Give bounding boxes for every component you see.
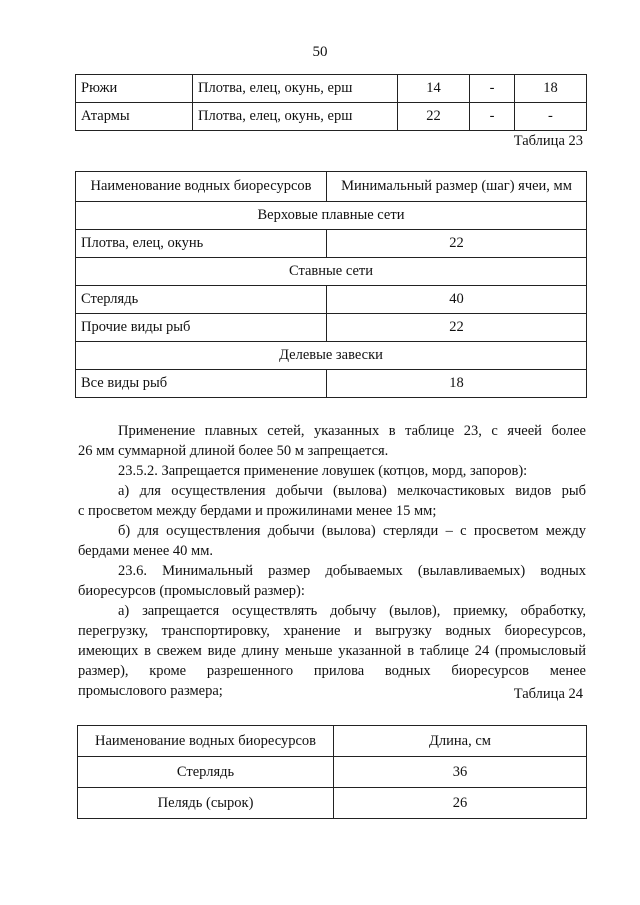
table-cell: Атармы: [76, 103, 193, 131]
section-title: Ставные сети: [76, 258, 587, 286]
table-row: [78, 788, 587, 819]
table-row: [76, 230, 587, 258]
table-cell: -: [514, 103, 586, 131]
table-cell: 36: [334, 757, 587, 788]
paragraph-line: а) запрещается осуществлять добычу (вылов), приемку, обработку,: [118, 603, 586, 619]
table-cell: 18: [327, 370, 587, 398]
table-row: [78, 757, 587, 788]
paragraph-line: имеющих в свежем виде длину меньше указанной в таблице 24 (промысловый: [78, 643, 586, 659]
header-cell: Наименование водных биоресурсов: [78, 726, 334, 757]
table-row: [76, 286, 587, 314]
paragraph-line: 23.6. Минимальный размер добываемых (вылавливаемых) водных: [118, 563, 586, 579]
paragraph-line: промыслового размера;: [78, 683, 223, 699]
table-cell: Плотва, елец, окунь, ерш: [193, 75, 398, 103]
table-cell: Плотва, елец, окунь: [76, 230, 327, 258]
header-cell: Длина, см: [334, 726, 587, 757]
table-cell: Стерлядь: [78, 757, 334, 788]
table-cell: 26: [334, 788, 587, 819]
table-cell: Стерлядь: [76, 286, 327, 314]
table-header-row: [78, 726, 587, 757]
body-text: [78, 421, 586, 701]
table-cell: 14: [398, 75, 470, 103]
table-24-caption: Таблица 24: [513, 686, 583, 702]
paragraph-line: бердами менее 40 мм.: [78, 543, 214, 559]
paragraph-line: перегрузку, транспортировку, хранение и выгрузку водных биоресурсов,: [78, 623, 586, 639]
table-23: [75, 171, 587, 398]
table-row: [76, 370, 587, 398]
paragraph-line: б) для осуществления добычи (вылова) стерляди – с просветом между: [118, 523, 586, 539]
table-cell: Прочие виды рыб: [76, 314, 327, 342]
continued-table: [75, 74, 587, 131]
header-cell: Наименование водных биоресурсов: [76, 172, 327, 202]
paragraph: 23.5.2. Запрещается применение ловушек (котцов, морд, запоров):: [118, 463, 528, 479]
table-row: [76, 75, 587, 103]
table-23-caption: Таблица 23: [513, 133, 583, 149]
header-cell: Минимальный размер (шаг) ячеи, мм: [327, 172, 587, 202]
section-title: Делевые завески: [76, 342, 587, 370]
table-cell: Пелядь (сырок): [78, 788, 334, 819]
table-cell: Рюжи: [76, 75, 193, 103]
paragraph-line: биоресурсов (промысловый размер):: [78, 583, 305, 599]
table-24: [77, 725, 587, 819]
paragraph-line: 26 мм суммарной длиной более 50 м запрещается.: [78, 443, 389, 459]
page-number: 50: [312, 44, 328, 60]
table-cell: 18: [514, 75, 586, 103]
table-row: [76, 103, 587, 131]
table-row: [76, 314, 587, 342]
table-cell: -: [470, 75, 515, 103]
section-row: [76, 342, 587, 370]
table-cell: -: [470, 103, 515, 131]
table-cell: 40: [327, 286, 587, 314]
table-cell: Плотва, елец, окунь, ерш: [193, 103, 398, 131]
section-title: Верховые плавные сети: [76, 202, 587, 230]
paragraph-line: размер), кроме разрешенного прилова водных биоресурсов менее: [78, 663, 586, 679]
section-row: [76, 202, 587, 230]
table-cell: 22: [327, 230, 587, 258]
table-header-row: [76, 172, 587, 202]
table-cell: 22: [327, 314, 587, 342]
section-row: [76, 258, 587, 286]
paragraph-line: а) для осуществления добычи (вылова) мелкочастиковых видов рыб: [118, 483, 586, 499]
table-cell: 22: [398, 103, 470, 131]
table-cell: Все виды рыб: [76, 370, 327, 398]
paragraph-line: Применение плавных сетей, указанных в таблице 23, с ячеей более: [118, 423, 586, 439]
paragraph-line: с просветом между бердами и прожилинами менее 15 мм;: [78, 503, 437, 519]
